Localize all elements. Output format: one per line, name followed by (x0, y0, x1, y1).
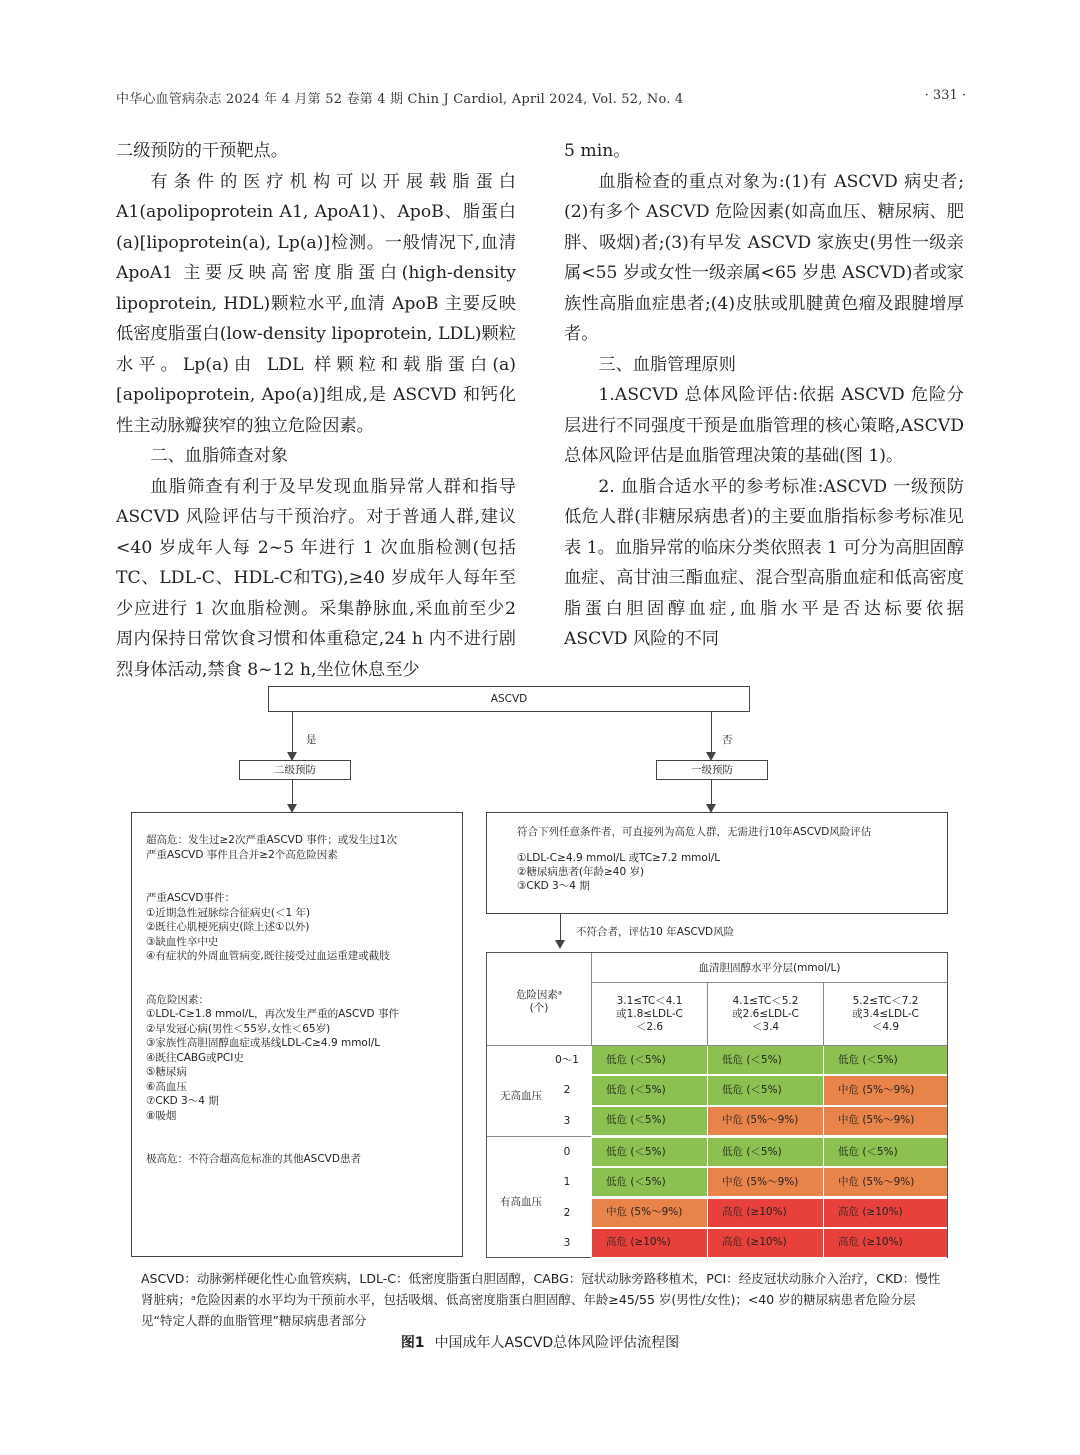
secondary-risk-box (131, 812, 463, 1257)
primary-direct-high-box (486, 812, 948, 914)
risk-cell-mid: 中危 (5%～9%) (823, 1107, 947, 1136)
risk-cell-high: 高危 (≥10%) (707, 1229, 823, 1258)
primary-box-line: ③CKD 3～4 期 (517, 880, 590, 892)
risk-cell-low: 低危 (＜5%) (823, 1138, 947, 1167)
risk-cell-low: 低危 (＜5%) (591, 1107, 707, 1136)
col2-line: 4.1≤TC＜5.2 (732, 995, 799, 1007)
risk-cell-high: 高危 (≥10%) (591, 1229, 707, 1258)
secondary-box-line: ②既往心肌梗死病史(除上述①以外) (146, 921, 310, 933)
risk-cell-high: 高危 (≥10%) (707, 1199, 823, 1228)
col2-line: 或2.6≤LDL-C (732, 1008, 799, 1020)
arrow-down-icon (555, 940, 565, 949)
table-header-main: 血清胆固醇水平分层(mmol/L) (591, 953, 947, 983)
secondary-box-line: ⑦CKD 3～4 期 (146, 1095, 219, 1107)
col1-line: 3.1≤TC＜4.1 (616, 995, 683, 1007)
journal-header: 中华心血管病杂志 2024 年 4 月第 52 卷第 4 期 Chin J Cardiol, April 2024, Vol. 52, No. 4 (116, 92, 684, 107)
secondary-box-line: ③缺血性卒中史 (146, 935, 219, 948)
secondary-box-line: 严重ASCVD事件： (146, 892, 235, 904)
risk-cell-mid: 中危 (5%～9%) (707, 1168, 823, 1197)
column-header-2 (707, 983, 823, 1045)
paragraph: 有条件的医疗机构可以开展载脂蛋白A1(apolipoprotein A1, ApoA1)、ApoB、脂蛋白(a)[lipoprotein(a), Lp(a)]检测。一般情况下,血清ApoA1 主要反映高密度脂蛋白(high-density lipoprotein, HDL)颗粒水平,血清 ApoB 主要反映低密度脂蛋白(low-density lipoprotein, LDL)颗粒水平。Lp(a)由 LDL 样颗粒和载脂蛋白(a)[apolipoprotein, Apo(a)]组成,是 ASCVD 和钙化性主动脉瓣狭窄的独立危险因素。 (116, 171, 516, 436)
secondary-box-line: 极高危：不符合超高危标准的其他ASCVD患者 (146, 1153, 361, 1165)
risk-cell-mid: 中危 (5%～9%) (823, 1076, 947, 1105)
paragraph: 血脂检查的重点对象为:(1)有 ASCVD 病史者;(2)有多个 ASCVD 危险因素(如高血压、糖尿病、肥胖、吸烟)者;(3)有早发 ASCVD 家族史(男性一级亲属<55 岁或女性一级亲属<65 岁患 ASCVD)者或家族性高脂血症患者;(4)皮肤或肌腱黄色瘤及跟腱增厚者。 (564, 171, 964, 344)
risk-factor-count: 3 (563, 1114, 571, 1127)
primary-box-line: ①LDL-C≥4.9 mmol/L 或TC≥7.2 mmol/L (517, 852, 721, 864)
connector (711, 712, 712, 757)
page-number: · 331 · (924, 88, 966, 103)
risk-cell-low: 低危 (＜5%) (591, 1138, 707, 1167)
ascvd-box: ASCVD (268, 686, 750, 712)
secondary-box-line: 高危险因素： (146, 993, 209, 1006)
figure-caption: ASCVD：动脉粥样硬化性心血管疾病，LDL-C：低密度脂蛋白胆固醇，CABG：冠状动脉旁路移植术，PCI：经皮冠状动脉介入治疗，CKD：慢性肾脏病；ᵃ危险因素的水平均为干预前水平，包括吸烟、低高密度脂蛋白胆固醇、年龄≥45/55 岁(男性/女性)；<40 岁的糖尿病患者危险分层见“特定人群的血脂管理”糖尿病患者部分 (141, 1271, 941, 1328)
col1-line: 或1.8≤LDL-C (616, 1008, 683, 1020)
paragraph: 2. 血脂合适水平的参考标准:ASCVD 一级预防低危人群(非糖尿病患者)的主要血脂指标参考标准见表 1。血脂异常的临床分类依照表 1 可分为高胆固醇血症、高甘油三酯血症、混合型高脂血症和低高密度脂蛋白胆固醇血症,血脂水平是否达标要依据 ASCVD 风险的不同 (564, 476, 964, 649)
risk-factor-header (487, 983, 591, 1045)
paragraph: 二级预防的干预靶点。 (116, 141, 288, 161)
secondary-box-line: ⑥高血压 (146, 1080, 187, 1093)
divider (487, 1136, 591, 1137)
connector (292, 712, 293, 757)
secondary-box-line: ②早发冠心病(男性＜55岁,女性＜65岁) (146, 1022, 331, 1035)
risk-factor-count: 2 (563, 1084, 571, 1097)
primary-box-line: 符合下列任意条件者，可直接列为高危人群，无需进行10年ASCVD风险评估 (517, 826, 872, 838)
col3-line: 或3.4≤LDL-C (852, 1008, 919, 1020)
risk-cell-low: 低危 (＜5%) (707, 1076, 823, 1105)
secondary-box-line (146, 978, 448, 993)
column-header-1 (591, 983, 707, 1045)
secondary-box-line: ⑤糖尿病 (146, 1066, 187, 1078)
section-heading: 三、血脂管理原则 (598, 354, 736, 375)
secondary-box-line: ③家族性高胆固醇血症或基线LDL-C≥4.9 mmol/L (146, 1037, 381, 1049)
secondary-box-line (146, 1123, 448, 1138)
not-met-label: 不符合者，评估10 年ASCVD风险 (576, 926, 735, 938)
secondary-box-line: ④既往CABG或PCI史 (146, 1051, 244, 1064)
col3-line: 5.2≤TC＜7.2 (852, 995, 919, 1007)
risk-factor-count: 1 (563, 1176, 571, 1189)
secondary-box-line: ①LDL-C≥1.8 mmol/L，再次发生严重的ASCVD 事件 (146, 1008, 399, 1020)
secondary-box-line: ①近期急性冠脉综合征病史(＜1 年) (146, 906, 311, 919)
secondary-box-line (146, 877, 448, 892)
figure-label: 图1 (400, 1335, 425, 1351)
primary-prevention-box: 一级预防 (656, 760, 768, 780)
secondary-box-line: ⑧吸烟 (146, 1109, 177, 1122)
yes-label: 是 (306, 734, 317, 746)
risk-cell-low: 低危 (＜5%) (591, 1046, 707, 1075)
secondary-box-line: 超高危：发生过≥2次严重ASCVD 事件；或发生过1次 (146, 834, 397, 846)
col1-line: ＜2.6 (635, 1021, 664, 1033)
risk-cell-high: 高危 (≥10%) (823, 1199, 947, 1228)
group-no-hypertension: 无高血压 (500, 1090, 542, 1102)
figure-title (0, 1332, 1080, 1352)
risk-table (486, 952, 948, 1258)
secondary-box-line: ④有症状的外周血管病变,既往接受过血运重建或截肢 (146, 950, 390, 962)
paragraph: 1.ASCVD 总体风险评估:依据 ASCVD 危险分层进行不同强度干预是血脂管理的核心策略,ASCVD 总体风险评估是血脂管理决策的基础(图 1)。 (564, 385, 964, 466)
risk-factor-count: 2 (563, 1206, 571, 1219)
section-heading: 二、血脂筛查对象 (150, 446, 288, 466)
secondary-box-line (146, 1138, 448, 1153)
risk-cell-mid: 中危 (5%～9%) (707, 1107, 823, 1136)
col3-line: ＜4.9 (871, 1021, 900, 1033)
risk-cell-low: 低危 (＜5%) (591, 1076, 707, 1105)
paragraph: 血脂筛查有利于及早发现血脂异常人群和指导 ASCVD 风险评估与干预治疗。对于普通人群,建议<40 岁成年人每 2~5 年进行 1 次血脂检测(包括TC、LDL-C、HDL-C和TG),≥40 岁成年人每年至少应进行 1 次血脂检测。采集静脉血,采血前至少2 周内保持日常饮食习惯和体重稳定,24 h 内不进行剧烈身体活动,禁食 8~12 h,坐位休息至少 (116, 476, 516, 680)
risk-cell-low: 低危 (＜5%) (591, 1168, 707, 1197)
secondary-box-line: 严重ASCVD 事件且合并≥2个高危险因素 (146, 848, 338, 861)
risk-cell-low: 低危 (＜5%) (823, 1046, 947, 1075)
secondary-box-line (146, 964, 448, 979)
risk-factor-label: 危险因素ᵃ (515, 989, 563, 1001)
risk-factor-count: 0～1 (555, 1054, 579, 1066)
risk-cell-mid: 中危 (5%～9%) (823, 1168, 947, 1197)
secondary-box-line (146, 862, 448, 877)
primary-box-line: ②糖尿病患者(年龄≥40 岁) (517, 866, 645, 878)
no-label: 否 (722, 734, 733, 746)
risk-cell-mid: 中危 (5%～9%) (591, 1199, 707, 1228)
group-hypertension: 有高血压 (500, 1196, 542, 1208)
risk-cell-low: 低危 (＜5%) (707, 1138, 823, 1167)
column-header-3 (823, 983, 947, 1045)
primary-box-line (517, 839, 917, 851)
secondary-prevention-box: 二级预防 (239, 760, 351, 780)
risk-factor-count: 0 (563, 1145, 571, 1158)
paragraph: 5 min。 (564, 141, 631, 161)
risk-cell-high: 高危 (≥10%) (823, 1229, 947, 1258)
risk-factor-unit: (个) (529, 1002, 549, 1014)
figure-title-text: 中国成年人ASCVD总体风险评估流程图 (434, 1335, 680, 1351)
risk-factor-count: 3 (563, 1236, 571, 1249)
risk-cell-low: 低危 (＜5%) (707, 1046, 823, 1075)
col2-line: ＜3.4 (751, 1021, 780, 1033)
